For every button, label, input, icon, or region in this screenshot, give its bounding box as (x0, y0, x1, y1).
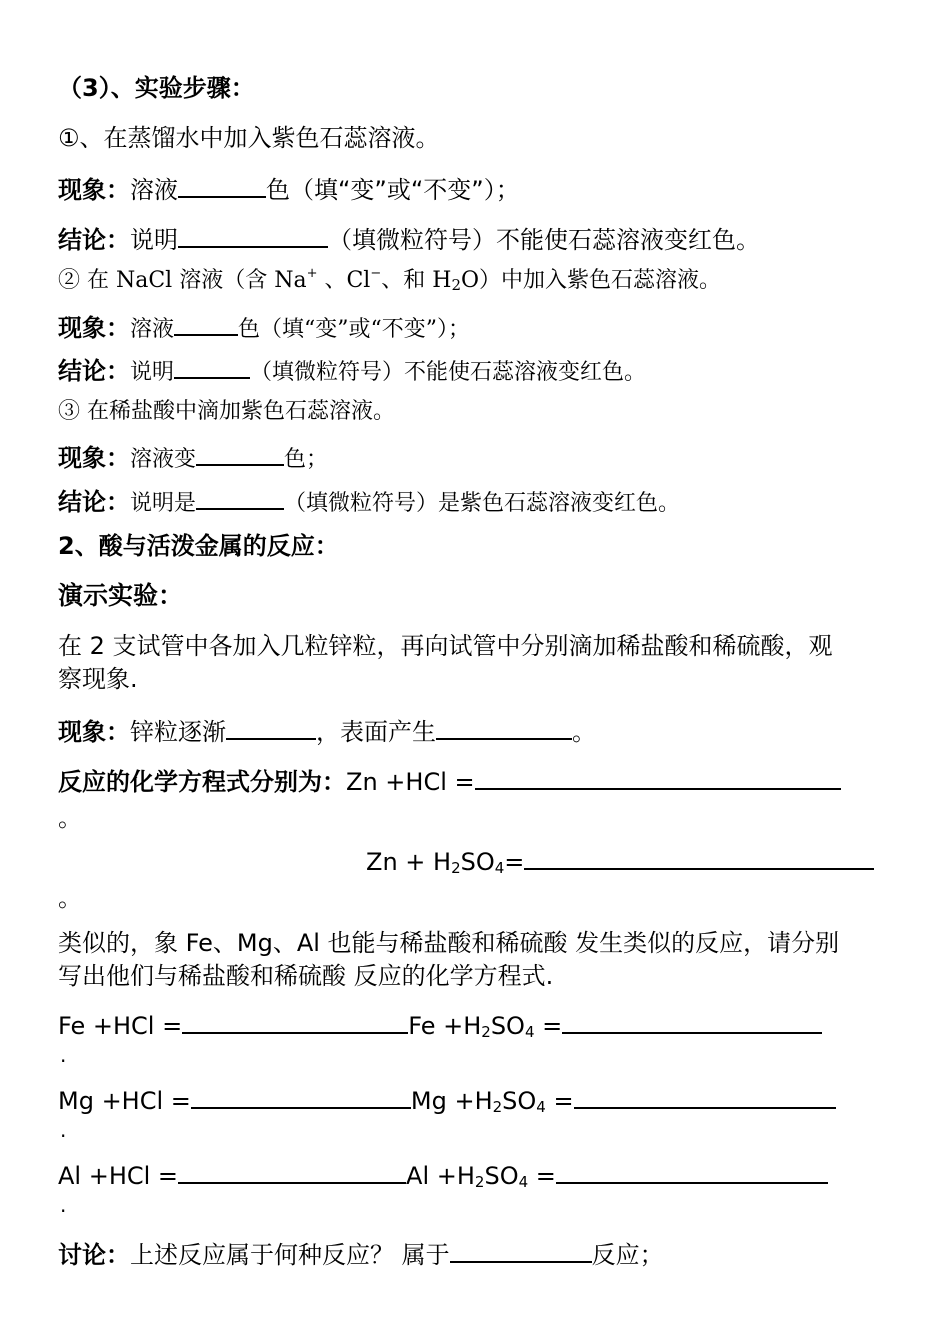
s3-conc-text-b: （填微粒符号）是紫色石蕊溶液变红色。 (284, 491, 681, 516)
subscript: 2 (474, 1173, 485, 1191)
s2-conc-text-b: （填微粒符号）不能使石蕊溶液变红色。 (250, 360, 647, 385)
colon: ： (106, 357, 130, 385)
fill-blank[interactable] (191, 1083, 411, 1109)
colon: ： (106, 176, 130, 204)
dot: . (60, 1118, 67, 1142)
step2-part: O）中加入紫色石蕊溶液。 (461, 268, 722, 293)
fill-blank[interactable] (174, 353, 250, 379)
s1-phenomenon (58, 172, 520, 206)
fe-hcl: Fe +HCl = (58, 1012, 183, 1040)
phenomenon-label: 现象 (58, 718, 106, 746)
formula-part: Mg +H (410, 1087, 493, 1115)
subscript: 4 (536, 1098, 546, 1116)
period-line: 。 (58, 884, 82, 912)
fill-blank[interactable] (196, 484, 284, 510)
demo-text-1: 在 2 支试管中各加入几粒锌粒，再向试管中分别滴加稀盐酸和稀硫酸，观 (58, 632, 833, 660)
zn-phen-text-b: ，表面产生 (316, 718, 436, 746)
fill-blank[interactable] (196, 440, 284, 466)
s1-conclusion (58, 222, 760, 256)
colon: ： (106, 1241, 130, 1269)
phenomenon-label: 现象 (58, 444, 106, 472)
formula-part: = (528, 1162, 556, 1190)
subscript: 2 (451, 276, 461, 294)
fill-blank[interactable] (574, 1083, 836, 1109)
step2-part: 、和 H (381, 268, 452, 293)
period-line: 。 (58, 804, 82, 832)
subscript: 2 (492, 1098, 503, 1116)
discussion-text-b: 反应； (591, 1241, 664, 1269)
fill-blank[interactable] (174, 310, 238, 336)
formula-part: Zn + H (366, 848, 452, 876)
s2-phenomenon (58, 310, 470, 346)
formula-part: SO (502, 1087, 537, 1115)
formula-part: SO (490, 1012, 525, 1040)
fill-blank[interactable] (436, 714, 572, 740)
similar-text-1: 类似的，象 Fe、Mg、Al 也能与稀盐酸和稀硫酸 发生类似的反应，请分别 (58, 929, 840, 957)
formula-part: SO (484, 1162, 519, 1190)
zn-h2so4-equation (366, 844, 874, 878)
fill-blank[interactable] (524, 844, 874, 870)
superscript: + (306, 266, 318, 281)
fill-blank[interactable] (178, 172, 266, 198)
al-hcl: Al +HCl = (58, 1162, 179, 1190)
formula-part: = (545, 1087, 574, 1115)
fill-blank[interactable] (178, 1158, 406, 1184)
conclusion-label: 结论 (58, 488, 106, 516)
subscript: 4 (518, 1173, 529, 1191)
section2-heading: 2、酸与活泼金属的反应： (58, 532, 339, 560)
step2-part: 、Cl (317, 268, 371, 293)
s2-phen-text-a: 溶液 (130, 317, 175, 342)
s2-phen-text-b: 色（填“变”或“不变”）； (238, 317, 471, 342)
discussion (58, 1237, 664, 1271)
step2-text (58, 265, 721, 297)
formula-part: SO (460, 848, 495, 876)
fill-blank[interactable] (450, 1237, 592, 1263)
formula-part: Fe +H (408, 1012, 482, 1040)
colon: ： (106, 314, 130, 342)
mg-hcl: Mg +HCl = (58, 1087, 191, 1115)
dot: . (60, 1193, 67, 1217)
colon: ： (106, 488, 130, 516)
zn-hcl-equation (58, 764, 841, 798)
mg-equations (58, 1083, 836, 1117)
phenomenon-label: 现象 (58, 176, 106, 204)
equation-label: 反应的化学方程式分别为： (58, 768, 346, 796)
colon: ： (106, 718, 130, 746)
formula-part: = (534, 1012, 563, 1040)
conclusion-label: 结论 (58, 357, 106, 385)
zn-phenomenon (58, 714, 596, 748)
fill-blank[interactable] (226, 714, 316, 740)
step1-text: ①、在蒸馏水中加入紫色石蕊溶液。 (58, 124, 440, 152)
fill-blank[interactable] (556, 1158, 828, 1184)
fill-blank[interactable] (562, 1008, 822, 1034)
formula-part: Al +H (406, 1162, 475, 1190)
s3-conc-text-a: 说明是 (130, 491, 197, 516)
colon: ： (106, 444, 130, 472)
zn-hcl: Zn +HCl = (346, 768, 475, 796)
phenomenon-label: 现象 (58, 314, 106, 342)
subscript: 2 (481, 1023, 491, 1041)
al-equations (58, 1158, 828, 1192)
s3-conclusion (58, 484, 680, 520)
fe-equations (58, 1008, 822, 1042)
demo-heading: 演示实验： (58, 581, 184, 610)
dot: . (60, 1043, 67, 1067)
s3-phenomenon (58, 440, 328, 476)
period: 。 (572, 718, 596, 746)
subscript: 4 (524, 1023, 535, 1041)
fill-blank[interactable] (182, 1008, 408, 1034)
similar-text-2: 写出他们与稀盐酸和稀硫酸 反应的化学方程式. (58, 962, 554, 990)
subscript: 2 (451, 859, 461, 877)
s3-phen-text-b: 色； (284, 447, 329, 472)
colon: ： (106, 226, 130, 254)
s1-conc-text-b: （填微粒符号）不能使石蕊溶液变红色。 (328, 226, 760, 254)
step2-part: ② 在 NaCl 溶液（含 Na (58, 268, 307, 293)
discussion-text-a: 上述反应属于何种反应？ 属于 (130, 1241, 450, 1269)
demo-text-2: 察现象. (58, 665, 138, 693)
s2-conc-text-a: 说明 (130, 360, 175, 385)
fill-blank[interactable] (475, 764, 841, 790)
step-heading: （3）、实验步骤： (58, 74, 255, 102)
s2-conclusion (58, 353, 646, 389)
discussion-label: 讨论 (58, 1241, 106, 1269)
subscript: 4 (494, 859, 505, 877)
s3-phen-text-a: 溶液变 (130, 447, 197, 472)
s1-conc-text-a: 说明 (130, 226, 178, 254)
zn-phen-text-a: 锌粒逐渐 (130, 718, 226, 746)
formula-part: = (504, 848, 525, 876)
superscript: − (370, 266, 382, 281)
s1-phen-text-a: 溶液 (130, 176, 178, 204)
s1-phen-text-b: 色（填“变”或“不变”）； (266, 176, 520, 204)
step3-text: ③ 在稀盐酸中滴加紫色石蕊溶液。 (58, 399, 395, 424)
fill-blank[interactable] (178, 222, 328, 248)
conclusion-label: 结论 (58, 226, 106, 254)
